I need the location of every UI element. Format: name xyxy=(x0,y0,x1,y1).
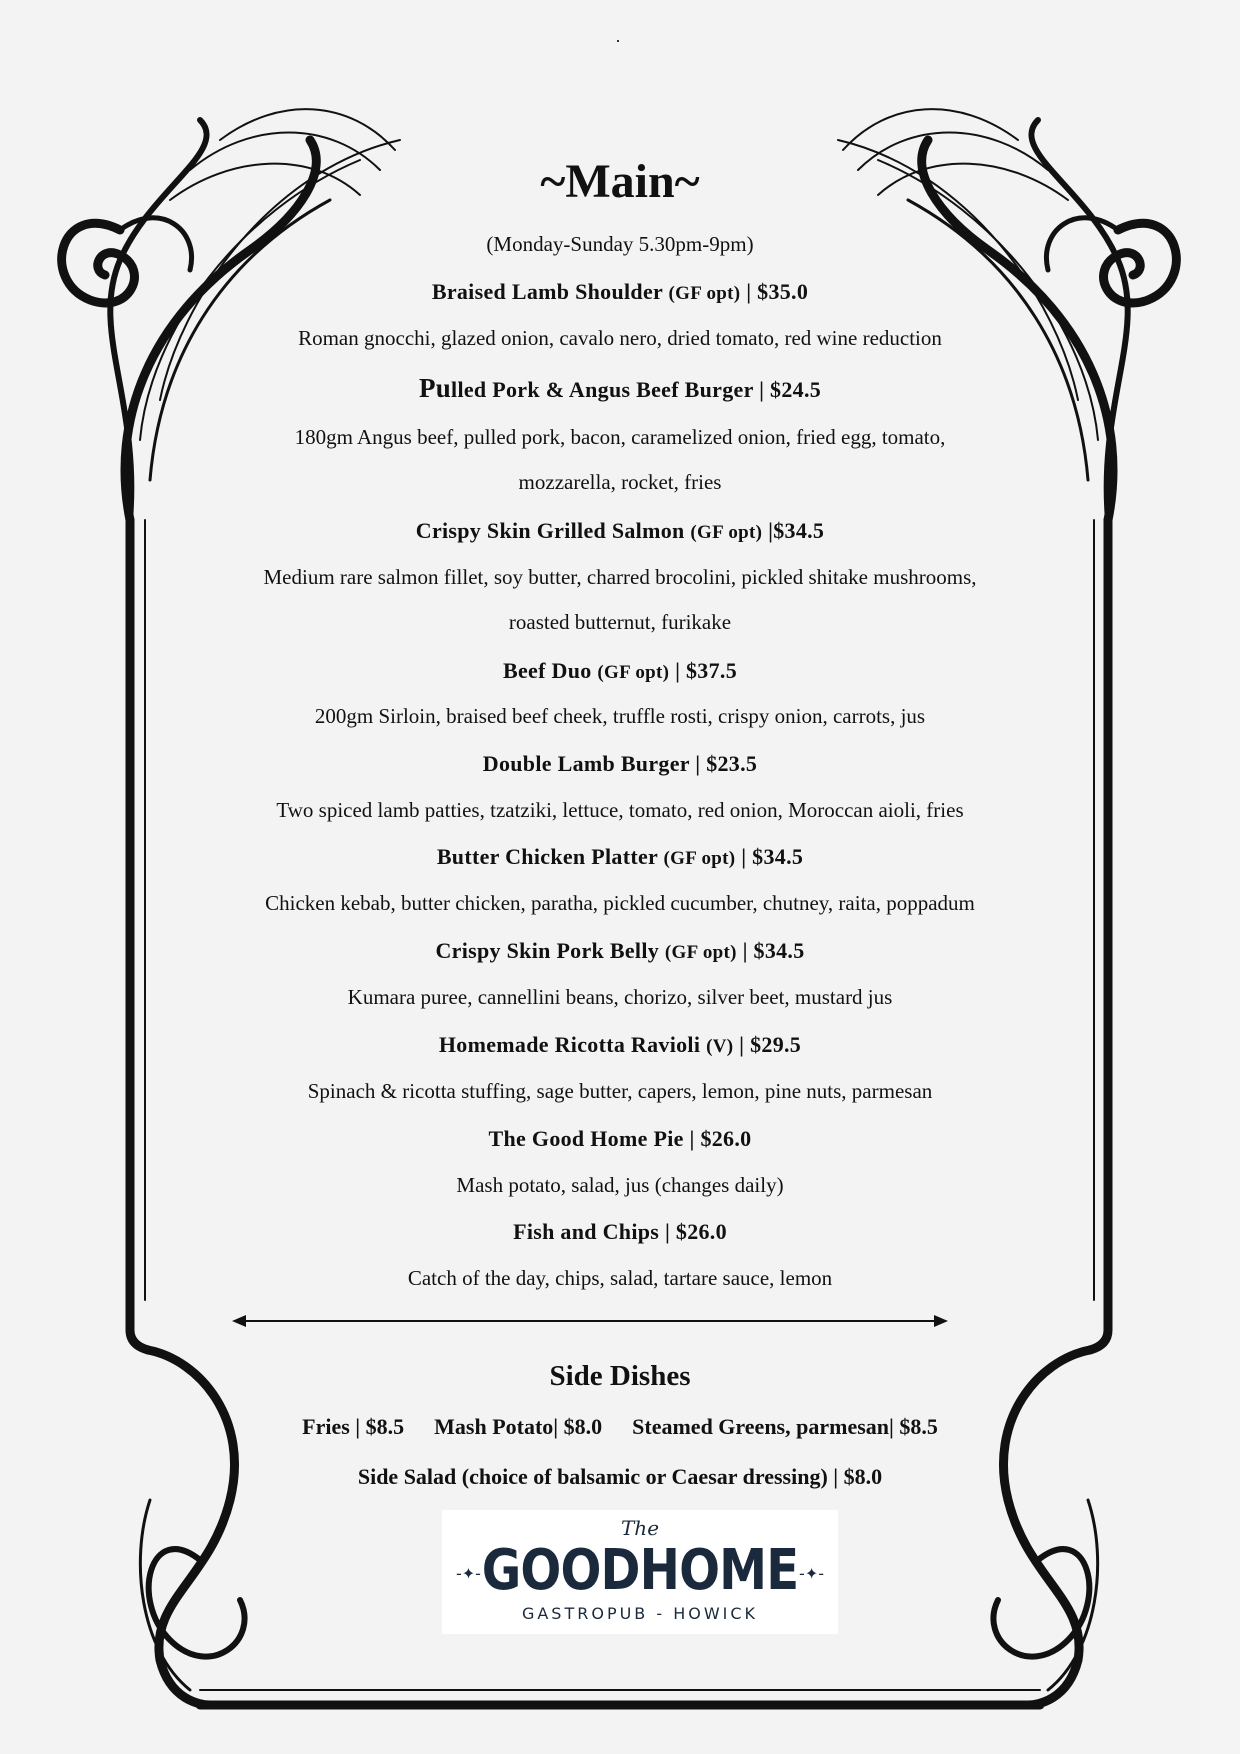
menu-item-name: Fish and Chips | $26.0 xyxy=(513,1219,727,1244)
menu-item-name: The Good Home Pie | $26.0 xyxy=(488,1126,752,1151)
menu-item-description: Spinach & ricotta stuffing, sage butter, capers, lemon, pine nuts, parmesan xyxy=(307,1079,933,1103)
menu-item-description: 200gm Sirloin, braised beef cheek, truffle rosti, crispy onion, carrots, jus xyxy=(314,704,926,728)
side-item: Fries | $8.5 xyxy=(302,1414,405,1439)
side-item: Mash Potato| $8.0 xyxy=(434,1414,603,1439)
menu-item-description: 180gm Angus beef, pulled pork, bacon, caramelized onion, fried egg, tomato, xyxy=(294,425,946,449)
side-dishes-row xyxy=(140,1412,1100,1442)
menu-item-description: Catch of the day, chips, salad, tartare sauce, lemon xyxy=(407,1266,833,1290)
sparkle-icon: -✦- xyxy=(799,1564,824,1583)
menu-item-name: Butter Chicken Platter (GF opt) | $34.5 xyxy=(436,844,804,869)
menu-item-description-cont: mozzarella, rocket, fries xyxy=(518,470,722,494)
menu-item-description: Medium rare salmon fillet, soy butter, charred brocolini, pickled shitake mushrooms, xyxy=(263,565,977,589)
menu-item-name: Beef Duo (GF opt) | $37.5 xyxy=(502,658,738,683)
menu-item-name: Homemade Ricotta Ravioli (V) | $29.5 xyxy=(438,1032,802,1057)
menu-hours: (Monday-Sunday 5.30pm-9pm) xyxy=(486,232,754,256)
side-item: Steamed Greens, parmesan| $8.5 xyxy=(632,1414,938,1439)
menu-item-description: Kumara puree, cannellini beans, chorizo, silver beet, mustard jus xyxy=(347,985,893,1009)
menu-item-name: Crispy Skin Pork Belly (GF opt) | $34.5 xyxy=(435,938,805,963)
goodhome-logo xyxy=(442,1510,838,1634)
sparkle-icon: -✦- xyxy=(456,1564,481,1583)
side-dishes-row: Side Salad (choice of balsamic or Caesar dressing) | $8.0 xyxy=(357,1464,883,1489)
menu-item-description: Mash potato, salad, jus (changes daily) xyxy=(456,1173,784,1197)
menu-item-name: Pulled Pork & Angus Beef Burger | $24.5 xyxy=(418,373,822,403)
menu-item-name: Double Lamb Burger | $23.5 xyxy=(482,751,758,776)
side-dishes-title: Side Dishes xyxy=(549,1360,691,1392)
menu-item-description: Two spiced lamb patties, tzatziki, lettuce, tomato, red onion, Moroccan aioli, fries xyxy=(276,798,964,822)
menu-item-name: Crispy Skin Grilled Salmon (GF opt) |$34.5 xyxy=(415,518,825,543)
menu-item-description: Chicken kebab, butter chicken, paratha, pickled cucumber, chutney, raita, poppadum xyxy=(265,891,975,915)
page-mark xyxy=(617,40,619,42)
logo-subtitle: GASTROPUB - HOWICK xyxy=(521,1604,759,1623)
logo-the-text: The xyxy=(620,1516,660,1540)
menu-item-name: Braised Lamb Shoulder (GF opt) | $35.0 xyxy=(431,279,809,304)
menu-title: ~Main~ xyxy=(540,155,700,208)
menu-item-description-cont: roasted butternut, furikake xyxy=(508,610,732,634)
menu-item-description: Roman gnocchi, glazed onion, cavalo nero, dried tomato, red wine reduction xyxy=(298,326,942,350)
logo-wordmark: GOODHOME xyxy=(481,1538,799,1603)
double-arrow-icon xyxy=(232,1313,948,1329)
